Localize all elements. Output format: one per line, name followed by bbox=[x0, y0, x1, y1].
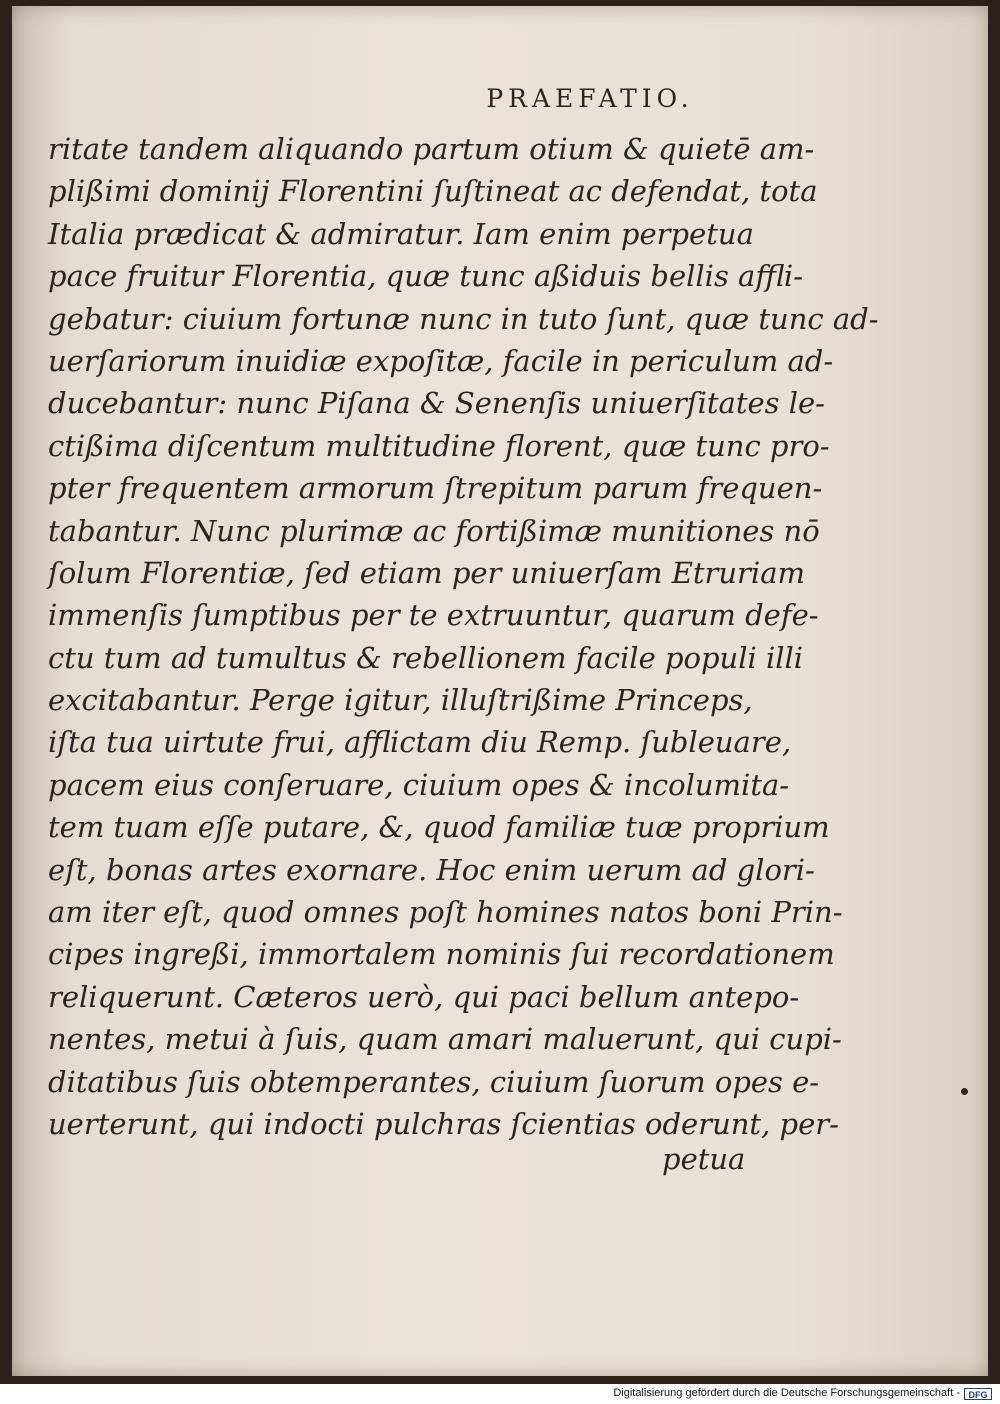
text-line: tem tuam eſſe putare, &, quod familiæ tuæ proprium bbox=[48, 810, 830, 845]
running-head: PRAEFATIO. bbox=[486, 84, 694, 113]
text-line: pacem eius conſeruare, ciuium opes & incolumita- bbox=[48, 767, 790, 802]
text-line: nentes, metui à ſuis, quam amari maluerunt, qui cupi- bbox=[48, 1022, 842, 1057]
text-line: eſt, bonas artes exornare. Hoc enim uerum ad glori- bbox=[48, 852, 815, 887]
text-line: ritate tandem aliquando partum otium & quietē am- bbox=[48, 132, 815, 166]
text-line: tabantur. Nunc plurimæ ac fortißimæ munitiones nō bbox=[48, 513, 820, 548]
funding-notice: Digitalisierung gefördert durch die Deutsche Forschungsgemeinschaft - bbox=[613, 1387, 960, 1399]
ink-speck bbox=[961, 1088, 968, 1095]
text-line: ducebantur: nunc Piſana & Senenſis uniuerſitates le- bbox=[48, 386, 825, 421]
text-line: uerterunt, qui indocti pulchras ſcientias oderunt, per- bbox=[48, 1106, 839, 1141]
text-line: ditatibus ſuis obtemperantes, ciuium ſuorum opes e- bbox=[48, 1064, 820, 1099]
text-line: uerſariorum inuidiæ expoſitæ, facile in periculum ad- bbox=[48, 343, 834, 378]
body-text bbox=[48, 128, 879, 1145]
text-line: am iter eſt, quod omnes poſt homines natos boni Prin- bbox=[48, 895, 843, 930]
dfg-logo-icon: DFG bbox=[964, 1388, 992, 1400]
text-line: pace fruitur Florentia, quæ tunc aßiduis bellis affli- bbox=[48, 259, 803, 294]
text-line: plißimi dominij Florentini ſuſtineat ac defendat, tota bbox=[48, 174, 818, 209]
text-line: Italia prædicat & admiratur. Iam enim perpetua bbox=[48, 216, 754, 251]
text-line: ctißima diſcentum multitudine florent, quæ tunc pro- bbox=[48, 428, 830, 463]
catchword: petua bbox=[662, 1142, 746, 1176]
text-line: iſta tua uirtute frui, afflictam diu Remp. ſubleuare, bbox=[48, 725, 792, 760]
text-line: cipes ingreßi, immortalem nominis ſui recordationem bbox=[48, 937, 835, 972]
text-line: ctu tum ad tumultus & rebellionem facile populi illi bbox=[48, 640, 804, 675]
text-line: immenſis ſumptibus per te extruuntur, quarum defe- bbox=[48, 598, 819, 633]
text-line: gebatur: ciuium fortunæ nunc in tuto ſunt, quæ tunc ad- bbox=[48, 301, 879, 336]
text-line: excitabantur. Perge igitur, illuſtrißime Princeps, bbox=[48, 683, 753, 718]
book-page bbox=[12, 6, 988, 1376]
text-line: reliquerunt. Cæteros uerò, qui paci bellum antepo- bbox=[48, 979, 800, 1014]
footer-bar bbox=[0, 1384, 1000, 1404]
text-line: pter frequentem armorum ſtrepitum parum frequen- bbox=[48, 471, 823, 506]
text-line: ſolum Florentiæ, ſed etiam per uniuerſam Etruriam bbox=[48, 555, 805, 590]
